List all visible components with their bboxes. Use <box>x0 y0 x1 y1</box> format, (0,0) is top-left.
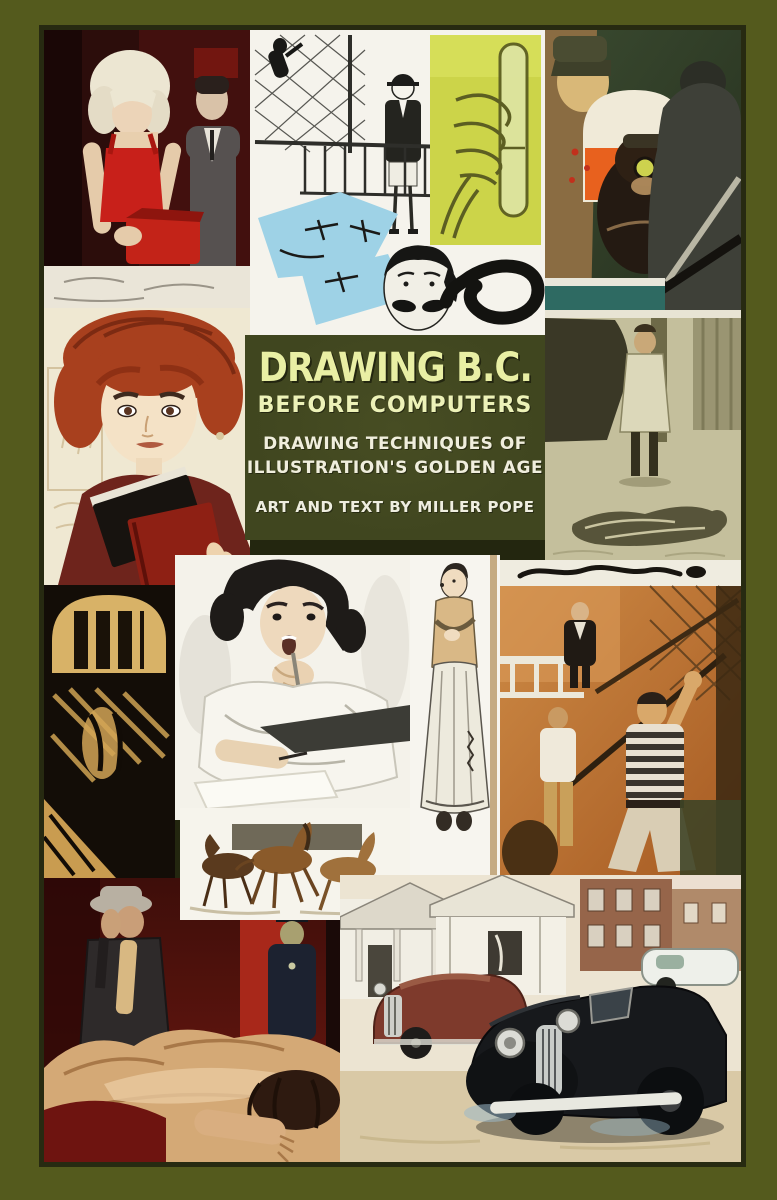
panel-redhead-woman <box>44 308 250 585</box>
title-block <box>245 335 545 540</box>
panel-noir-scene <box>44 878 340 1162</box>
boat-rail <box>545 278 665 286</box>
panel-writing-woman <box>175 555 410 820</box>
book-subtitle: BEFORE COMPUTERS <box>257 393 533 418</box>
lying-woman-figure <box>44 1030 340 1162</box>
panel-archway-woodcut <box>44 585 175 878</box>
panel-woman-red-dress <box>44 30 250 308</box>
panel-ship-deck <box>500 560 741 875</box>
panel-soldiers-painting <box>545 30 741 310</box>
byline: ART AND TEXT BY MILLER POPE <box>255 498 535 516</box>
tagline-line1: DRAWING TECHNIQUES OF <box>263 434 527 454</box>
panel-crime-scene <box>545 310 741 560</box>
collage <box>44 30 741 1162</box>
panel-fashion-figure <box>410 555 500 875</box>
book-title: DRAWING B.C. <box>258 345 532 391</box>
panel-ink-sketches <box>250 30 545 335</box>
tagline-line2: ILLUSTRATION'S GOLDEN AGE <box>246 458 544 478</box>
panel-street-scene <box>340 875 741 1162</box>
drawing-table <box>44 266 250 308</box>
hand-test-tube-panel <box>430 35 541 245</box>
